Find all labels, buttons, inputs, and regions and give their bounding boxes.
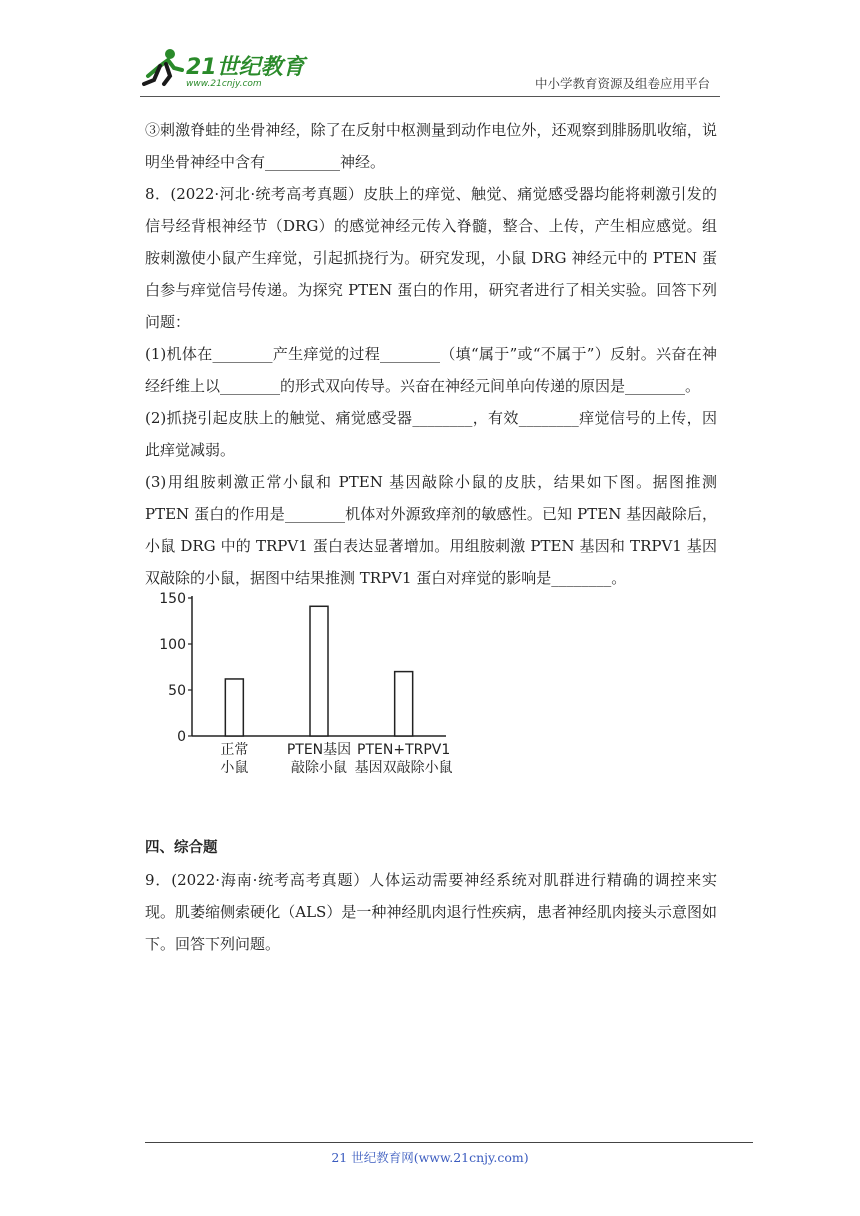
question-content — [145, 114, 717, 594]
paragraph-q8-3: (3)用组胺刺激正常小鼠和 PTEN 基因敲除小鼠的皮肤，结果如下图。据图推测 PTEN 蛋白的作用是________机体对外源致痒剂的敏感性。已知 PTEN 基因敲除后，小鼠 DRG 中的 TRPV1 蛋白表达显著增加。用组胺刺激 PTEN 基因和 TRPV1 基因双敲除的小鼠，据图中结果推测 TRPV1 蛋白对痒觉的影响是________。 — [145, 473, 717, 587]
question-9 — [145, 864, 717, 960]
scratch-count-chart — [140, 586, 470, 786]
y-tick-label: 150 — [159, 591, 186, 607]
footer-divider — [145, 1142, 753, 1143]
category-label-line1: PTEN+TRPV1 — [357, 742, 451, 758]
site-logo — [140, 46, 320, 92]
bar-1 — [310, 606, 328, 736]
y-tick-label: 50 — [168, 683, 186, 699]
footer-text: 21 世纪教育网(www.21cnjy.com) — [331, 1150, 529, 1165]
y-tick-label: 100 — [159, 637, 186, 653]
category-label-line1: PTEN基因 — [286, 742, 352, 758]
category-label-line1: 正常 — [220, 742, 249, 758]
logo-text: 21世纪教育 — [186, 55, 305, 80]
category-label-line2: 敲除小鼠 — [291, 760, 347, 776]
logo-url: www.21cnjy.com — [186, 79, 262, 89]
paragraph-q7-3: ③刺激脊蛙的坐骨神经，除了在反射中枢测量到动作电位外，还观察到腓肠肌收缩，说明坐骨神经中含有__________神经。 — [145, 121, 717, 171]
category-label-line2: 小鼠 — [220, 760, 249, 776]
section-title: 四、综合题 — [145, 840, 218, 856]
category-label-line2: 基因双敲除小鼠 — [354, 760, 453, 776]
header-slogan: 中小学教育资源及组卷应用平台 — [534, 76, 710, 91]
runner-logo-icon — [140, 46, 186, 88]
chart-bars — [225, 606, 412, 736]
paragraph-q8-2: (2)抓挠引起皮肤上的触觉、痛觉感受器________，有效________痒觉信号的上传，因此痒觉减弱。 — [145, 409, 717, 459]
chart-ticks — [159, 591, 192, 745]
header-divider — [140, 96, 720, 97]
y-tick-label: 0 — [177, 729, 186, 745]
chart-svg — [140, 586, 470, 786]
bar-2 — [395, 672, 413, 736]
chart-categories — [220, 741, 452, 776]
paragraph-q9: 9．(2022·海南·统考高考真题）人体运动需要神经系统对肌群进行精确的调控来实现。肌萎缩侧索硬化（ALS）是一种神经肌肉退行性疾病，患者神经肌肉接头示意图如下。回答下列问题。 — [145, 871, 717, 953]
paragraph-q8-1: (1)机体在________产生痒觉的过程________（填“属于”或“不属于”）反射。兴奋在神经纤维上以________的形式双向传导。兴奋在神经元间单向传递的原因是________。 — [145, 345, 717, 395]
paragraph-q8-stem: 8．(2022·河北·统考高考真题）皮肤上的痒觉、触觉、痛觉感受器均能将刺激引发的信号经背根神经节（DRG）的感觉神经元传入脊髓，整合、上传，产生相应感觉。组胺刺激使小鼠产生痒觉，引起抓挠行为。研究发现，小鼠 DRG 神经元中的 PTEN 蛋白参与痒觉信号传递。为探究 PTEN 蛋白的作用，研究者进行了相关实验。回答下列问题： — [145, 185, 717, 331]
page-header — [140, 40, 720, 96]
bar-0 — [225, 679, 243, 736]
